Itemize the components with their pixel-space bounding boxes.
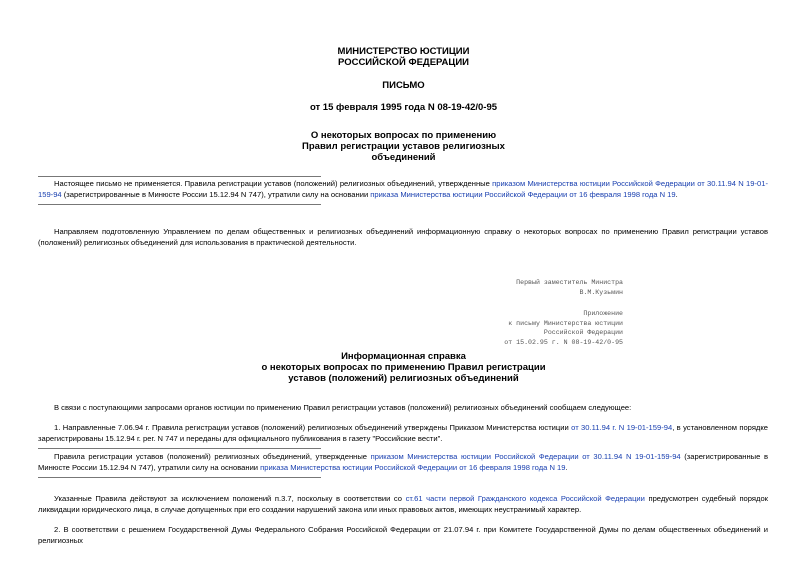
- note-paragraph: [38, 451, 768, 473]
- note-text3: .: [565, 463, 568, 472]
- notice-text1: Настоящее письмо не применяется. Правила регистрации уставов (положений) религиозных объединений, утвержденные: [54, 179, 493, 188]
- p2-link-order-date[interactable]: от 30.11.94 г. N 19-01-159-94: [571, 423, 673, 432]
- notice-link-order-1994[interactable]: приказом Министерства юстиции Российской Федерации от 30.11.94 N 19-01-159-94: [38, 179, 769, 199]
- subject-line2: Правил регистрации уставов религиозных: [302, 141, 505, 152]
- subject-line1: О некоторых вопросах по применению: [310, 130, 497, 141]
- notice-bottom-rule: [38, 204, 321, 205]
- appendix-title-line2: о некоторых вопросах по применению Правил регистрации: [261, 362, 546, 373]
- note-top-rule: [38, 448, 321, 449]
- notice-link-order-1998[interactable]: приказа Министерства юстиции Российской Федерации от 16 февраля 1998 года N 19: [370, 190, 676, 199]
- intro-paragraph: Направляем подготовленную Управлением по делам общественных и религиозных объединений информационную справку о некоторых вопросах по применению Правил регистрации уставов (положений) религиозных объединений для использования в практической деятельности.: [38, 227, 768, 247]
- p3-text1: Указанные Правила действуют за исключением положений п.3.7, поскольку в соответствии со: [54, 494, 406, 503]
- appendix-ref-line2: к письму Министерства юстиции: [508, 320, 623, 327]
- body-paragraph-1: В связи с поступающими запросами органов юстиции по применению Правил регистрации уставов (положений) религиозных объединений сообщаем следующее:: [54, 403, 632, 412]
- note-text1: Правила регистрации уставов (положений) религиозных объединений, утвержденные: [54, 452, 371, 461]
- signature-title: Первый заместитель Министра: [516, 279, 623, 286]
- appendix-ref-line4: от 15.02.95 г. N 08-19-42/0-95: [504, 339, 623, 346]
- notice-paragraph: [38, 178, 768, 200]
- body-paragraph-4: 2. В соответствии с решением Государственной Думы Федерального Собрания Российской Федерации от 21.07.94 г. при Комитете Государственной Думы по делам общественных объединений и религиозных: [38, 525, 768, 545]
- note-link-order-1998[interactable]: приказа Министерства юстиции Российской Федерации от 16 февраля 1998 года N 19: [260, 463, 566, 472]
- body-paragraph-3: [38, 493, 768, 515]
- ministry-name-line2: РОССИЙСКОЙ ФЕДЕРАЦИИ: [337, 57, 469, 68]
- appendix-ref-line3: Российской Федерации: [543, 329, 623, 336]
- notice-text2: (зарегистрированные в Минюсте России 15.12.94 N 747), утратили силу на основании: [61, 190, 371, 199]
- notice-text3: .: [675, 190, 678, 199]
- note-bottom-rule: [38, 477, 321, 478]
- p2-text1: 1. Направленные 7.06.94 г. Правила регистрации уставов (положений) религиозных объединений утверждены Приказом Министерства юстиции: [54, 423, 572, 432]
- subject-line3: объединений: [371, 152, 436, 163]
- p3-link-civil-code[interactable]: ст.61 части первой Гражданского кодекса Российской Федерации: [405, 494, 645, 503]
- notice-top-rule: [38, 176, 321, 177]
- p3-text2: предусмотрен судебный порядок ликвидации юридического лица, в случае допущенных при его создании нарушений закона или иных правовых актов, имеющих неустранимый характер.: [38, 494, 769, 514]
- p2-text2: , в установленном порядке зарегистрированы 15.12.94 г. рег. N 747 и переданы для официального публикования в газету "Российские вести".: [38, 423, 768, 443]
- signature-name: В.М.Кузьмин: [579, 289, 623, 296]
- document-type: ПИСЬМО: [382, 80, 425, 91]
- note-link-order-1994[interactable]: приказом Министерства юстиции Российской Федерации от 30.11.94 N 19-01-159-94: [370, 452, 681, 461]
- appendix-title-line1: Информационная справка: [341, 351, 466, 362]
- ministry-name-line1: МИНИСТЕРСТВО ЮСТИЦИИ: [337, 46, 470, 57]
- document-date: от 15 февраля 1995 года N 08-19-42/0-95: [309, 102, 498, 113]
- appendix-title-line3: уставов (положений) религиозных объединений: [288, 373, 519, 384]
- body-paragraph-2: [38, 422, 768, 444]
- appendix-ref-line1: Приложение: [583, 310, 623, 317]
- note-text2: (зарегистрированные в Минюсте России 15.12.94 N 747), утратили силу на основании: [38, 452, 768, 472]
